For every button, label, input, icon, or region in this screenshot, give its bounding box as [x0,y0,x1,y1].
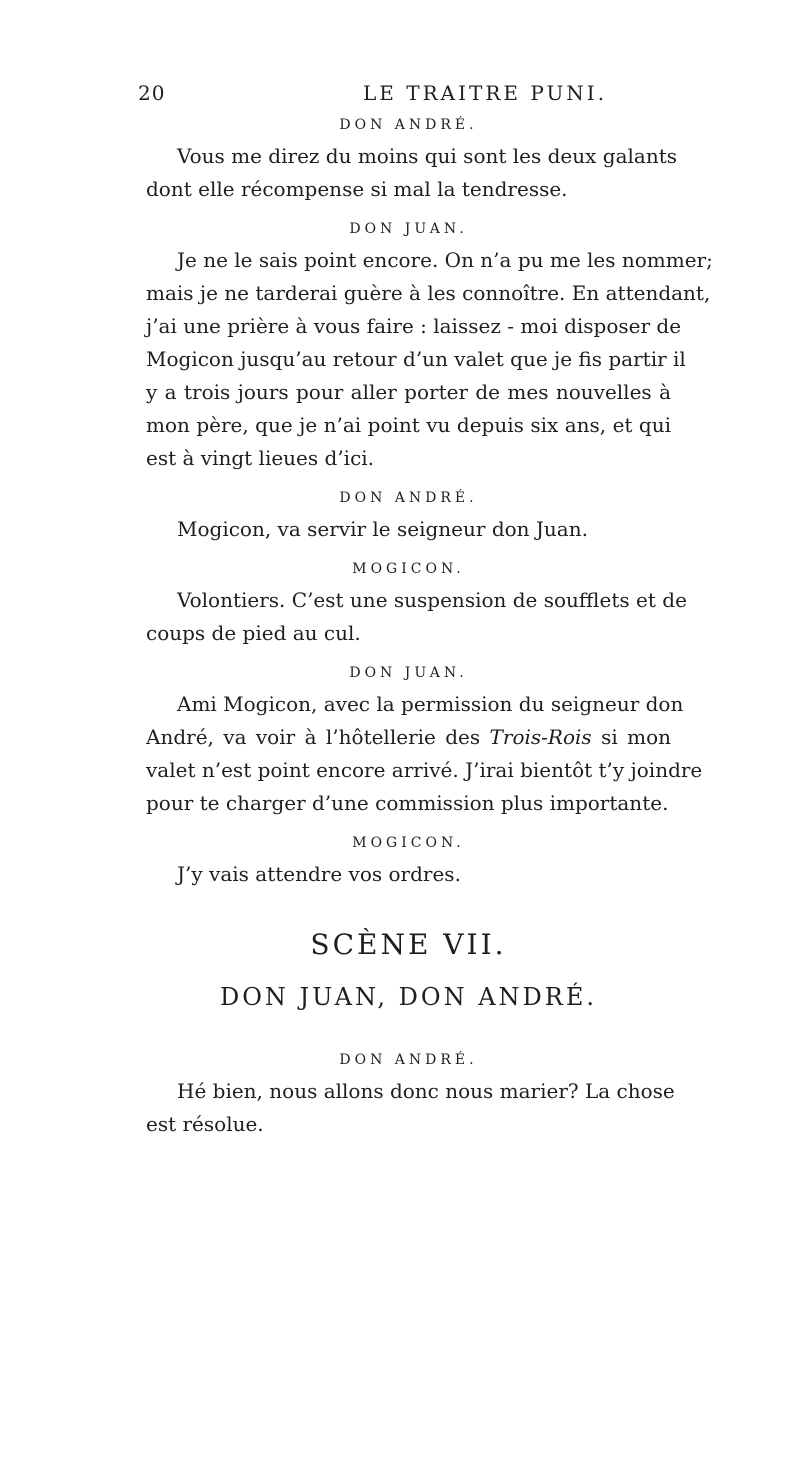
text-line: Mogicon, va servir le seigneur don Juan. [177,517,588,541]
speaker-name: DON ANDRÉ. [339,490,478,506]
dialogue-block [146,832,671,891]
text-line: mais je ne tarderai guère à les connoître. En attendant, [146,281,711,305]
dialogue-block [146,218,713,475]
speaker-name: DON JUAN. [349,221,468,237]
text-segment: si mon [601,725,671,749]
text-line: est à vingt lieues d’ici. [146,446,375,470]
scene-characters: DON JUAN, DON ANDRÉ. [219,983,598,1011]
dialogue-block [146,662,703,820]
text-line: Je ne le sais point encore. On n’a pu me les nommer; [177,248,713,272]
page-body [146,114,713,1153]
text-line: j’ai une prière à vous faire : laissez - moi disposer de [146,314,682,338]
text-line: Volontiers. C’est une suspension de soufflets et de [177,588,687,612]
speaker-name: DON JUAN. [349,665,468,681]
speaker-name: DON ANDRÉ. [339,117,478,133]
text-line: coups de pied au cul. [146,621,361,645]
italic-title: Trois-Rois [489,725,592,749]
dialogue-block [146,558,687,650]
speaker-name: DON ANDRÉ. [339,1052,478,1068]
text-line: dont elle récompense si mal la tendresse. [146,177,568,201]
scene-heading: SCÈNE VII. [310,928,507,961]
text-line: Ami Mogicon, avec la permission du seigneur don [177,692,684,716]
text-line: y a trois jours pour aller porter de mes nouvelles à [146,380,671,404]
page-number: 20 [138,81,166,105]
speaker-name: MOGICON. [352,835,465,851]
dialogue-block [146,487,671,546]
text-line: valet n’est point encore arrivé. J’irai bientôt t’y joindre [146,758,703,782]
dialogue-block [146,114,677,206]
dialogue-block [146,1049,675,1141]
text-line: Vous me direz du moins qui sont les deux galants [177,144,677,168]
text-line: Hé bien, nous allons donc nous marier? La chose [177,1079,675,1103]
text-segment: André, va voir à l’hôtellerie des [146,725,481,749]
running-title: LE TRAITRE PUNI. [363,81,608,105]
text-line: mon père, que je n’ai point vu depuis six ans, et qui [146,413,671,437]
text-line: pour te charger d’une commission plus importante. [146,791,669,815]
speaker-name: MOGICON. [352,561,465,577]
text-line: J’y vais attendre vos ordres. [177,862,461,886]
text-line: Mogicon jusqu’au retour d’un valet que je fis partir il [146,347,686,371]
text-line-with-italic [146,721,671,754]
text-line: est résolue. [146,1112,264,1136]
